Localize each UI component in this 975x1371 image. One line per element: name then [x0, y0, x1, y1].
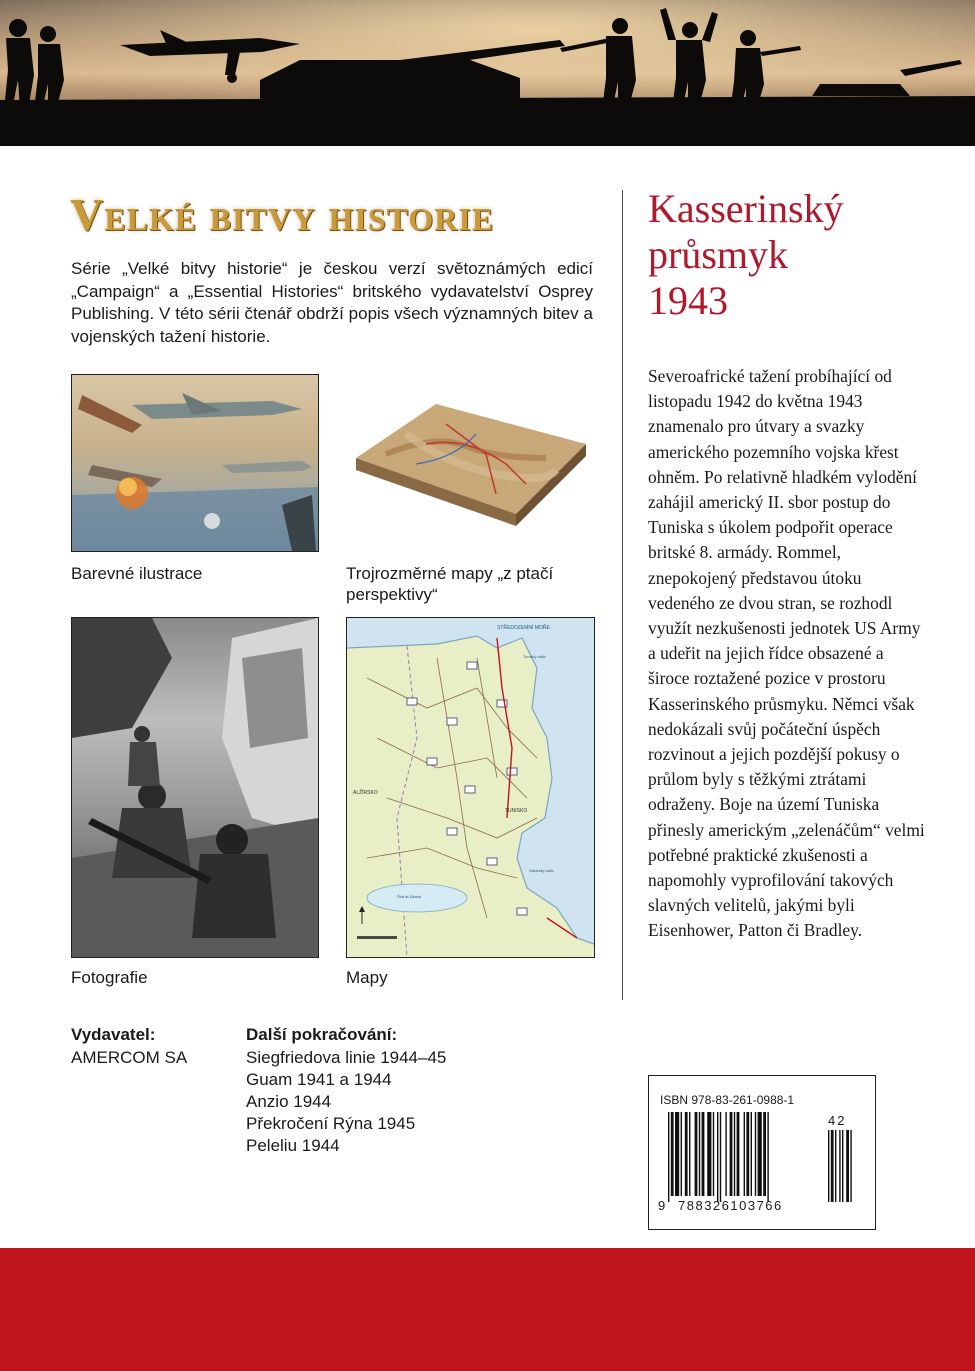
- caption-3d-maps: Trojrozměrné mapy „z ptačí perspektivy“: [346, 564, 554, 604]
- barcode-bar: [695, 1112, 698, 1196]
- next-titles-label: Další pokračování:: [246, 1025, 398, 1044]
- barcode-bar: [755, 1112, 756, 1196]
- barcode-bar: [751, 1112, 752, 1196]
- barcode-bar: [681, 1112, 682, 1196]
- barcode-bar: [689, 1112, 690, 1196]
- barcode-addon-bar: [842, 1130, 843, 1202]
- barcode-bar: [725, 1112, 726, 1196]
- barcode-bar: [671, 1112, 674, 1196]
- map-label-gulf-north: Tuniský záliv: [523, 654, 546, 659]
- publisher-label: Vydavatel:: [71, 1025, 156, 1044]
- next-title-item: Guam 1941 a 1944: [246, 1070, 392, 1089]
- caption-photographs: Fotografie: [71, 968, 148, 987]
- next-title-item: Anzio 1944: [246, 1092, 332, 1111]
- barcode-lead-digit: 9: [658, 1198, 666, 1213]
- barcode-bar: [730, 1112, 733, 1196]
- barcode-bar: [685, 1112, 688, 1196]
- next-titles-list: [246, 1047, 446, 1157]
- barcode-addon-bar: [828, 1130, 829, 1202]
- barcode-addon-digits: 42: [828, 1113, 847, 1128]
- barcode-digits: 788326103766: [678, 1198, 783, 1213]
- footer-band: [0, 1248, 975, 1371]
- book-title-line3: 1943: [648, 278, 728, 323]
- next-title-item: Siegfriedova linie 1944–45: [246, 1048, 447, 1067]
- series-intro: Série „Velké bitvy historie“ je českou verzí světoznámých edicí „Campaign“ a „Essential Histories“ britského vydavatelství Osprey Publishing. V této sérii čtenář obdrží popis všech významných bitev a vojenských tažení historie.: [71, 259, 593, 346]
- barcode-bar: [767, 1112, 768, 1202]
- barcode-addon-bar: [850, 1130, 851, 1202]
- battle-silhouette-image: [0, 0, 975, 146]
- barcode-bar: [702, 1112, 705, 1196]
- barcode-addon-bar: [835, 1130, 836, 1202]
- barcode-bar: [737, 1112, 740, 1196]
- map-label-gulf-south: Gabéský záliv: [529, 868, 554, 873]
- book-title: [648, 186, 948, 324]
- barcode-bar: [707, 1112, 711, 1196]
- barcode-bar: [744, 1112, 745, 1196]
- barcode-bar: [668, 1112, 669, 1202]
- map-label-lake: Šott al-Džarid: [397, 894, 422, 899]
- top-banner: [0, 0, 975, 146]
- book-title-line1: Kasserinský: [648, 186, 844, 231]
- barcode-bar: [746, 1112, 749, 1196]
- barcode-bar: [717, 1112, 718, 1202]
- barcode-bar: [734, 1112, 735, 1196]
- publisher-name: AMERCOM SA: [71, 1048, 188, 1067]
- caption-maps: Mapy: [346, 968, 388, 987]
- barcode-addon-bar: [846, 1130, 849, 1202]
- barcode-addon-bar: [831, 1130, 834, 1202]
- historical-photo-image: [71, 617, 319, 958]
- map-label-country-left: ALŽÍRSKO: [353, 790, 378, 796]
- map-label-sea: STŘEDOZEMNÍ MOŘE: [497, 625, 550, 631]
- book-description: Severoafrické tažení probíhající od listopadu 1942 do května 1943 znamenalo pro útvary a svazky amerického pozemního vojska křest ohněm. Po relativně hladkém vylodění zahájil americký II. sbor postup do Tuniska s úkolem podpořit operace britské 8. armády. Rommel, znepokojený představou útoku vedeného ze dvou stran, se rozhodl využít nezkušenosti jednotek US Army a udeřit na jejich řídce obsazené a široce roztažené pozice v prostoru Kasserinského průsmyku. Němci však nedokázali svůj počáteční úspěch rozvinout a jejich pozdější pokusy o průlom byly s těžkými ztrátami odraženy. Boje na území Tuniska přinesly americkým „zelenáčům“ velmi potřebné praktické zkušenosti a napomohly vyprofilování takových slavných velitelů, jakými byli Eisenhower, Patton či Bradley.: [648, 366, 925, 941]
- tunisia-map-image: [346, 617, 595, 958]
- barcode-bar: [713, 1112, 714, 1196]
- terrain-3d-map-image: [346, 374, 594, 550]
- barcode-bar: [720, 1112, 721, 1202]
- caption-color-illustrations: Barevné ilustrace: [71, 564, 203, 583]
- next-title-item: Překročení Rýna 1945: [246, 1114, 416, 1133]
- color-illustration-image: [71, 374, 319, 552]
- barcode-bar: [758, 1112, 762, 1196]
- barcode-bar: [699, 1112, 700, 1196]
- barcode-addon-bar: [839, 1130, 840, 1202]
- column-divider: [622, 190, 623, 1000]
- book-title-line2: průsmyk: [648, 232, 788, 277]
- barcode-bar: [763, 1112, 766, 1196]
- next-title-item: Peleliu 1944: [246, 1136, 340, 1155]
- barcode-bar: [675, 1112, 679, 1196]
- map-label-country-right: TUNISKO: [505, 808, 528, 814]
- isbn-text: ISBN 978-83-261-0988-1: [660, 1093, 795, 1107]
- series-title: Velké bitvy historie: [70, 189, 495, 240]
